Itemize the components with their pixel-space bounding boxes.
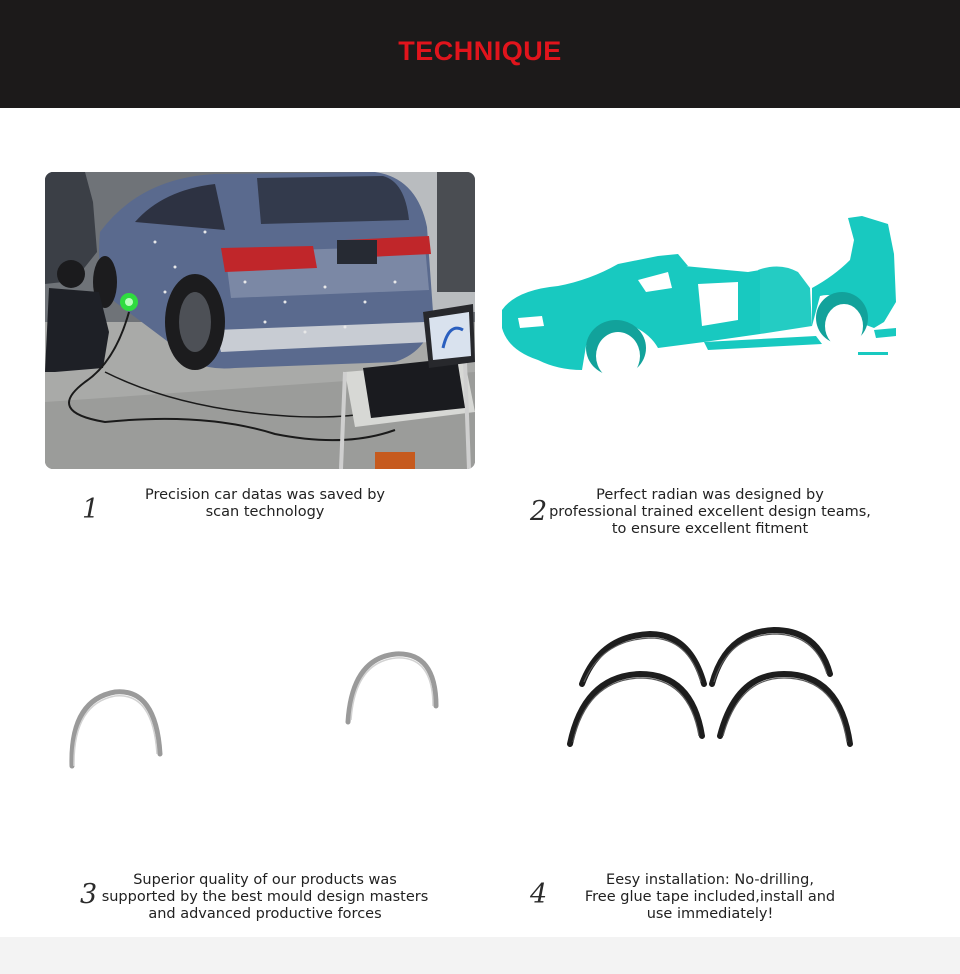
- step-4-caption: [560, 872, 860, 923]
- step-3-line: Superior quality of our products was: [133, 872, 397, 888]
- step-2-caption: [540, 487, 880, 538]
- footer-band: [0, 937, 960, 974]
- step-4-line: use immediately!: [646, 906, 774, 922]
- scan-photo: [45, 172, 475, 469]
- step-1-line: scan technology: [205, 504, 325, 520]
- step-3-line: supported by the best mould design masters: [101, 889, 429, 905]
- step-4-line: Eesy installation: No-drilling,: [606, 872, 814, 888]
- step-2-line: to ensure excellent fitment: [611, 521, 809, 537]
- step-2-number: 2: [530, 496, 548, 527]
- scan-model-image: [498, 210, 908, 384]
- step-1-number: 1: [82, 494, 100, 525]
- step-4-line: Free glue tape included,install and: [584, 889, 836, 905]
- step-3-line: and advanced productive forces: [148, 906, 382, 922]
- page-title: TECHNIQUE: [398, 36, 562, 66]
- step-1-line: Precision car datas was saved by: [144, 487, 385, 503]
- step-3-caption: [96, 872, 434, 923]
- silver-flare-left: [60, 680, 170, 774]
- step-3-number: 3: [80, 879, 98, 910]
- step-1-caption: [100, 487, 430, 521]
- black-flare-set: [560, 622, 860, 758]
- step-2-line: professional trained excellent design teams,: [549, 504, 871, 520]
- step-4-number: 4: [530, 879, 548, 910]
- header-bar: [0, 0, 960, 108]
- silver-flare-right: [340, 644, 446, 730]
- step-2-line: Perfect radian was designed by: [596, 487, 824, 503]
